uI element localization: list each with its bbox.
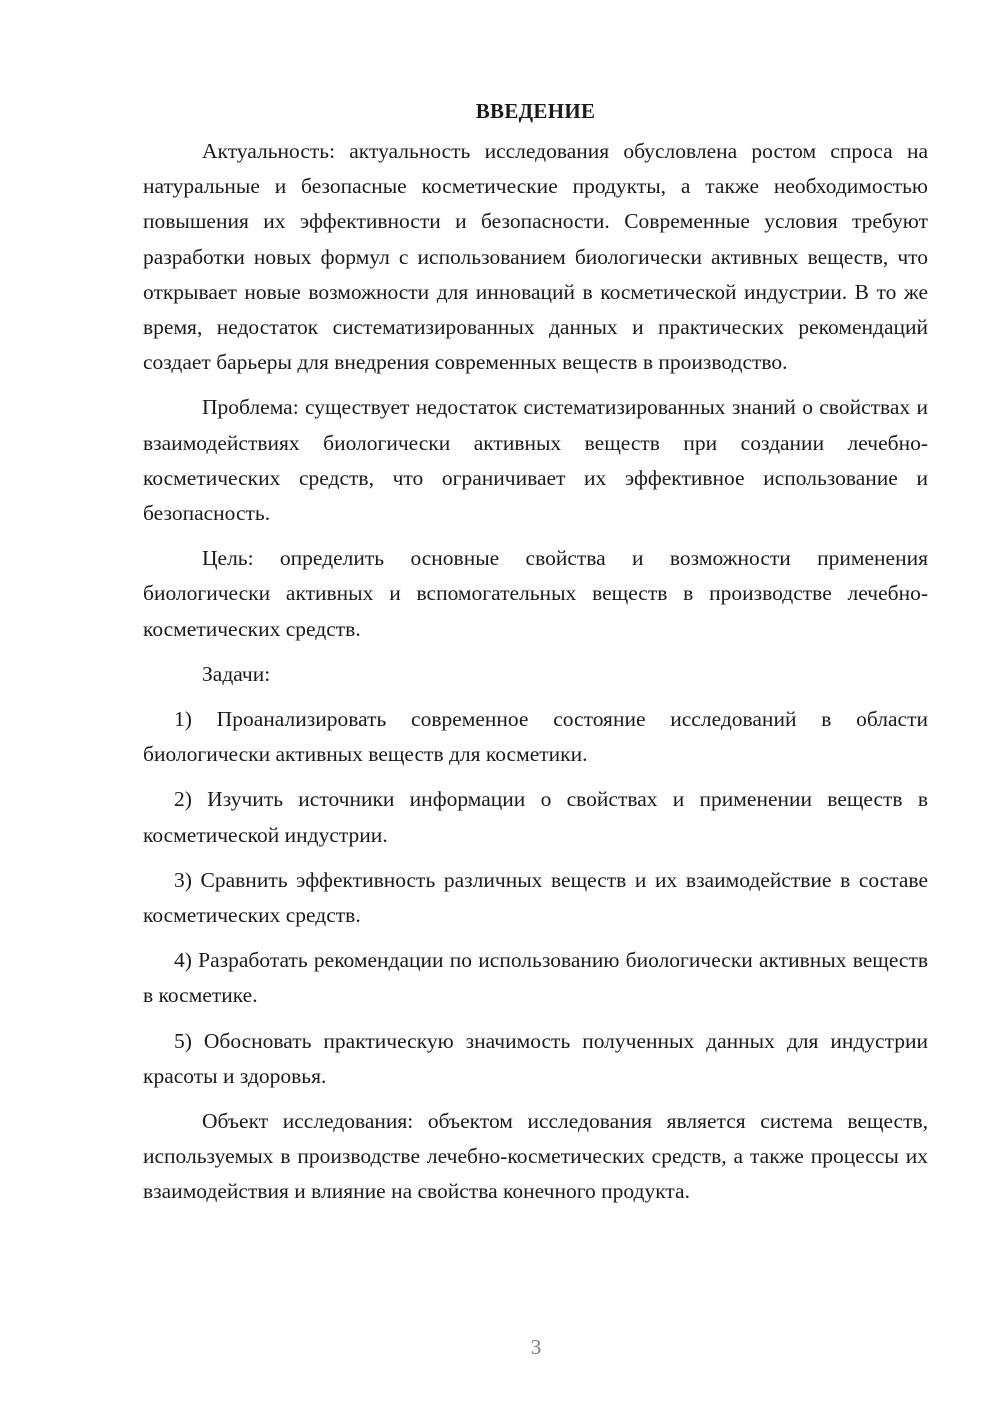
paragraph-goal: Цель: определить основные свойства и возможности применения биологически активных и вспомогательных веществ в производстве лечебно-косметических средств. bbox=[143, 546, 928, 641]
task-item: 5) Обосновать практическую значимость полученных данных для индустрии красоты и здоровья. bbox=[143, 1028, 928, 1088]
paragraph-relevance: Актуальность: актуальность исследования обусловлена ростом спроса на натуральные и безопасные косметические продукты, а также необходимостью повышения их эффективности и безопасности. Современные условия требуют разработки новых формул с использованием биологически активных веществ, что открывает новые возможности для инноваций в косметической индустрии. В то же время, недостаток систематизированных данных и практических рекомендаций создает барьеры для внедрения современных веществ в производство. bbox=[143, 139, 928, 375]
paragraph-object: Объект исследования: объектом исследования является система веществ, используемых в производстве лечебно-косметических средств, а также процессы их взаимодействия и влияние на свойства конечного продукта. bbox=[143, 1109, 928, 1204]
task-item: 2) Изучить источники информации о свойствах и применении веществ в косметической индустрии. bbox=[143, 787, 928, 847]
task-item: 1) Проанализировать современное состояние исследований в области биологически активных веществ для косметики. bbox=[143, 707, 928, 767]
paragraph-problem: Проблема: существует недостаток систематизированных знаний о свойствах и взаимодействиях биологически активных веществ при создании лечебно-косметических средств, что ограничивает их эффективное использование и безопасность. bbox=[143, 395, 928, 526]
section-heading: ВВЕДЕНИЕ bbox=[475, 99, 596, 123]
document-page bbox=[143, 96, 928, 1220]
page-number: 3 bbox=[530, 1335, 542, 1359]
tasks-label: Задачи: bbox=[202, 661, 271, 686]
task-item: 4) Разработать рекомендации по использованию биологически активных веществ в косметике. bbox=[143, 948, 928, 1008]
task-item: 3) Сравнить эффективность различных веществ и их взаимодействие в составе косметических средств. bbox=[143, 867, 928, 928]
